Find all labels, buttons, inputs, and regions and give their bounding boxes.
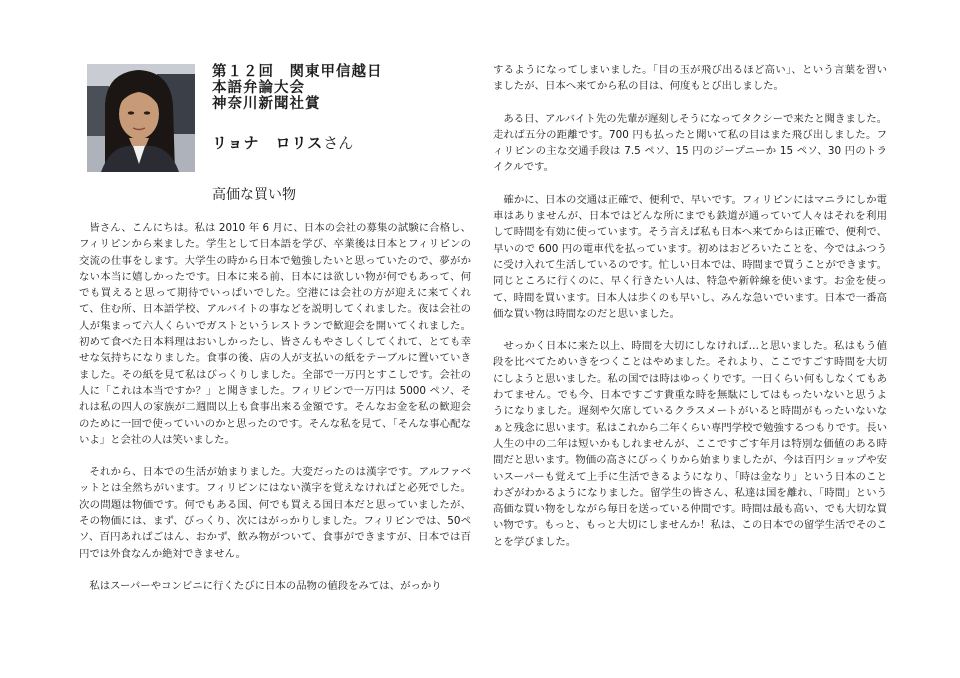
- speaker-photo: [87, 64, 195, 172]
- award-line-2: 本語弁論大会: [212, 80, 305, 96]
- paragraph: ある日、アルバイト先の先輩が遅刻しそうになってタクシーで来たと聞きました。走れば五分の距離です。700 円も払ったと聞いて私の目はまた飛び出しました。フィリピンの主な交通手段は 7.5 ペソ、15 円のジープニーか 15 ペソ、30 円のトライクルです。: [493, 112, 887, 174]
- paragraph: 私はスーパーやコンビニに行くたびに日本の品物の値段をみては、がっかり: [89, 579, 442, 592]
- paragraph: それから、日本での生活が始まりました。大変だったのは漢字です。アルファベットとは全然ちがいます。フィリピンにはない漢字を覚えなければと必死でした。次の問題は物価です。何でもある国、何でも買える国日本だと思っていましたが、その物価には、まず、びっくり、次にはがっかりしました。フィリピンでは、50ペソ、百円あればごはん、おかず、飲み物がついて、食事ができますが、日本では百円では外食なんか絶対できません。: [79, 466, 471, 560]
- award-line-3: 神奈川新聞社賞: [212, 96, 321, 112]
- header-block: [212, 64, 482, 152]
- left-column: [79, 220, 471, 610]
- speaker-honorific: さん: [323, 134, 354, 152]
- paragraph: せっかく日本に来た以上、時間を大切にしなければ…と思いました。私はもう値段を比べてためいきをつくことはやめました。それより、ここですごす時間を大切にしようと思いました。私の国では時はゆっくりです。一日くらい何もしなくてもあわてません。でも今、日本ですごす貴重な時を無駄にしてはもったいないと思うようになりました。遅刻や欠席しているクラスメートがいると時間がもったいないなぁと残念に思います。私はこれから二年くらい専門学校で勉強するつもりです。長い人生の中の二年は短いかもしれませんが、ここですごす年月は特別な価値のある時間だと思います。物価の高さにびっくりから始まりましたが、今は百円ショップや安いスーパーも覚えて上手に生活できるようになり、「時は金なり」という日本のことわざがわかるようになりました。留学生の皆さん、私達は国を離れ、「時間」という高価な買い物をしながら毎日を送っている仲間です。時間は最も高い、でも大切な買い物です。もっと、もっと大切にしませんか！私は、この日本での留学生活でそのことを学びました。: [493, 340, 888, 548]
- portrait-image: [87, 64, 195, 172]
- paragraph-continued: するようになってしまいました。「目の玉が飛び出るほど高い」、という言葉を習いましたが、日本へ来てから私の目は、何度もとび出しました。: [493, 64, 887, 93]
- paragraph: 確かに、日本の交通は正確で、便利で、早いです。フィリピンにはマニラにしか電車はありませんが、日本ではどんな所にまでも鉄道が通っていて人々はそれを利用して時間を有効に使っています。そう言えば私も日本へ来てからは正確で、便利で、早いので 600 円の電車代を払っています。初めはおどろいたことを、今ではふつうに受け入れて生活しているのです。忙しい日本では、時間まで買うことができます。同じところに行くのに、早く行きたい人は、特急や新幹線を使います。お金を使って、時間を買います。日本人は歩くのも早いし、みんな急いでいます。日本で一番高価な買い物は時間なのだと思いました。: [493, 193, 887, 320]
- essay-title: 高価な買い物: [212, 187, 296, 203]
- paragraph: 皆さん、こんにちは。私は 2010 年 6 月に、日本の会社の募集の試験に合格し、フィリピンから来ました。学生として日本語を学び、卒業後は日本とフィリピンの交流の仕事をします。大学生の時から日本で勉強したいと思っていたので、夢がかない本当に嬉しかったです。日本に来る前、日本には欲しい物が何でもあって、何でも買えると思って期待でいっぱいでした。空港には会社の方が迎えに来てくれて、住む所、日本語学校、アルバイトの事などを説明してくれました。夜は会社の人が集まって六人くらいでガストというレストランで歓迎会を開いてくれました。初めて食べた日本料理はおいしかったし、皆さんもやさしくしてくれて、とても幸せな気持ちになりました。食事の後、店の人が支払いの紙をテーブルに置いていきました。その紙を見て私はびっくりしました。全部で一万円とすこしです。会社の人に「これは本当ですか？」と聞きました。フィリピンで一万円は 5000 ペソ、それは私の四人の家族が二週間以上も食事出来る金額です。そんなお金を私の歓迎会のために一回で使っていいのかと思ったのです。そんな私を見て、「そんな事心配ないよ」と会社の人は笑いました。: [79, 222, 471, 446]
- award-line-1: 第１２回 関東甲信越日: [212, 64, 383, 80]
- right-column: [493, 62, 887, 566]
- speaker-name-line: [212, 134, 482, 152]
- speaker-name: リョナ ロリス: [212, 134, 324, 152]
